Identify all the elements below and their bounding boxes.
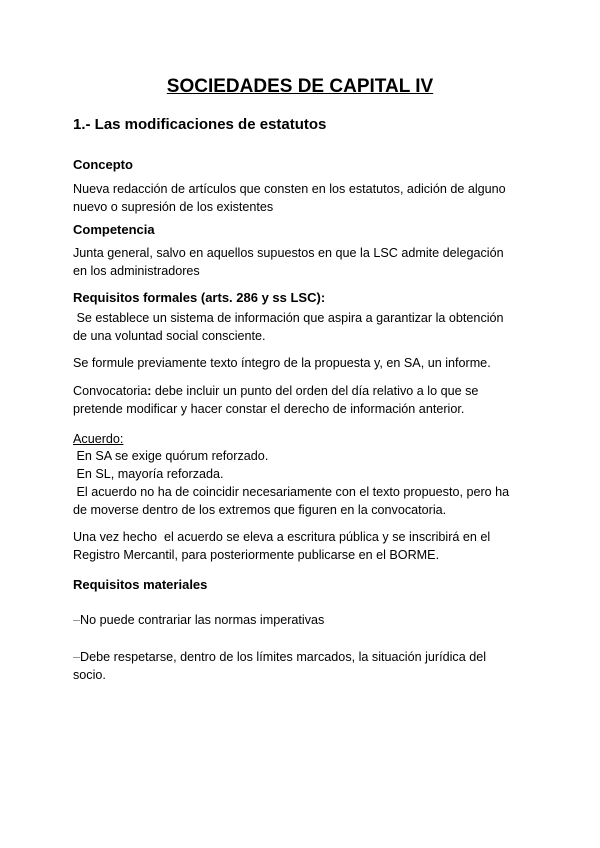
competencia-line-1: Junta general, salvo en aquellos supuestos en que la LSC admite delegación (73, 246, 504, 260)
document-title: SOCIEDADES DE CAPITAL IV (166, 76, 434, 97)
materiales-item-2-line-2: socio. (73, 668, 106, 682)
acuerdo-label: Acuerdo: (73, 432, 124, 446)
acuerdo-line-2: En SL, mayoría reforzada. (73, 467, 224, 481)
convocatoria-text: debe incluir un punto del orden del día relativo a lo que se (151, 384, 479, 398)
acuerdo-line-1: En SA se exige quórum reforzado. (73, 449, 269, 463)
requisitos-materiales-heading: Requisitos materiales (73, 577, 208, 592)
formales-intro-line-1: Se establece un sistema de información que aspira a garantizar la obtención (73, 311, 504, 325)
concepto-line-2: nuevo o supresión de los existentes (73, 200, 274, 214)
section-heading: 1.- Las modificaciones de estatutos (73, 116, 327, 133)
convocatoria-colon: : (147, 384, 152, 398)
convocatoria-line-1 (73, 382, 533, 400)
materiales-item-2-text: Debe respetarse, dentro de los límites marcados, la situación jurídica del (80, 650, 487, 664)
formales-intro-line-2: de una voluntad social consciente. (73, 329, 266, 343)
acuerdo-line-4: de moverse dentro de los extremos que figuren en la convocatoria. (73, 503, 447, 517)
requisitos-formales-heading: Requisitos formales (arts. 286 y ss LSC): (73, 290, 326, 305)
escritura-line-1: Una vez hecho el acuerdo se eleva a escritura pública y se inscribirá en el (73, 530, 491, 544)
materiales-item-2-line-1 (73, 648, 533, 666)
concepto-heading: Concepto (73, 157, 133, 172)
materiales-item-1 (73, 611, 533, 629)
competencia-line-2: en los administradores (73, 264, 200, 278)
competencia-heading: Competencia (73, 222, 155, 237)
materiales-item-1-text: No puede contrariar las normas imperativas (80, 613, 325, 627)
convocatoria-label: Convocatoria (73, 384, 148, 398)
dash-bullet-1: – (73, 613, 81, 627)
convocatoria-line-2: pretende modificar y hacer constar el derecho de información anterior. (73, 402, 465, 416)
texto-integro-paragraph: Se formule previamente texto íntegro de la propuesta y, en SA, un informe. (73, 356, 491, 370)
acuerdo-line-3: El acuerdo no ha de coincidir necesariamente con el texto propuesto, pero ha (73, 485, 510, 499)
dash-bullet-2: – (73, 650, 81, 664)
concepto-line-1: Nueva redacción de artículos que consten en los estatutos, adición de alguno (73, 182, 506, 196)
escritura-line-2: Registro Mercantil, para posteriormente publicarse en el BORME. (73, 548, 440, 562)
